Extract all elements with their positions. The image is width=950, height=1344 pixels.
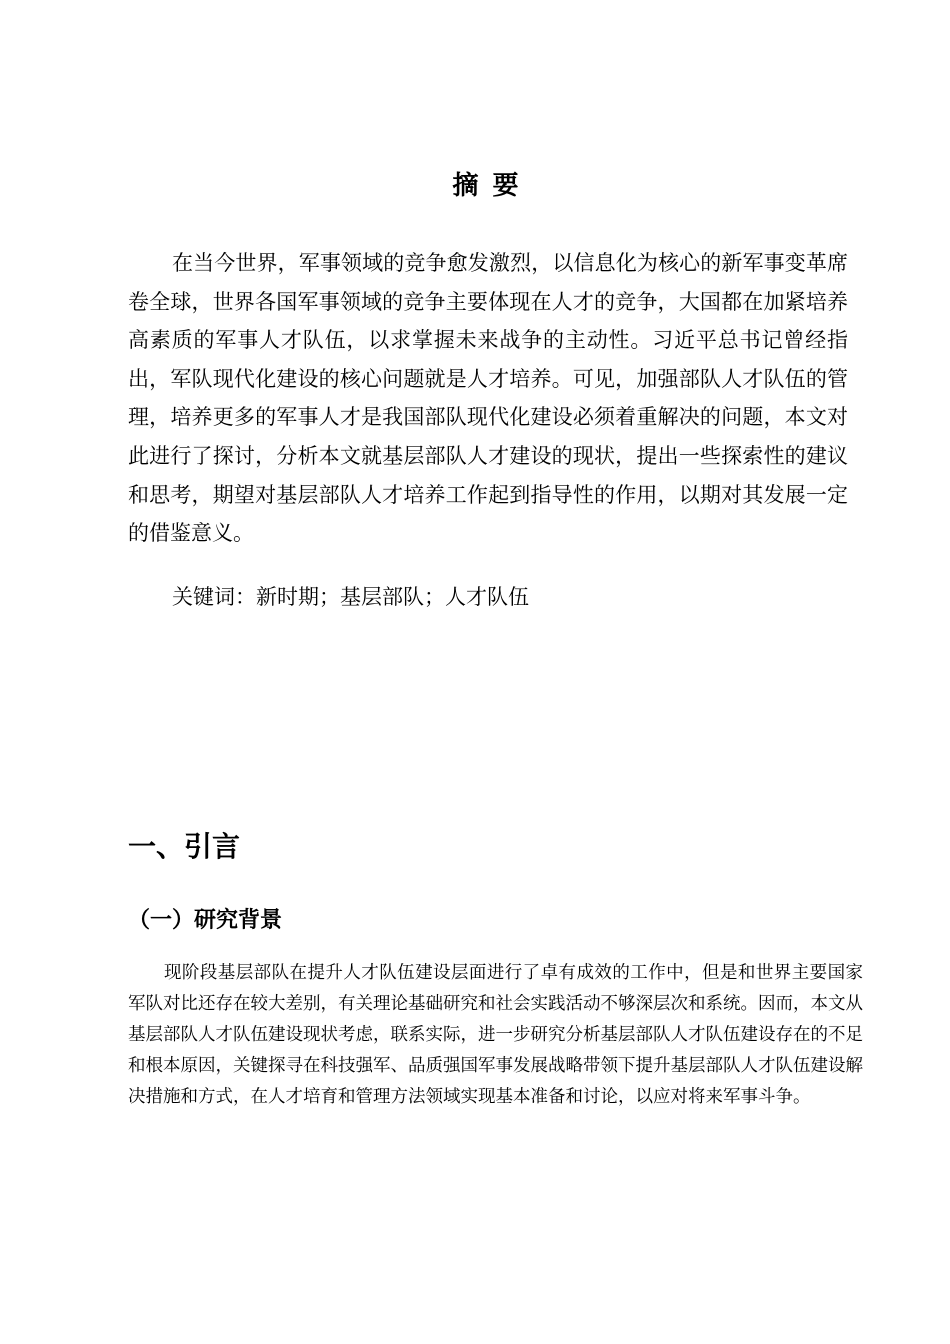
abstract-body: 在当今世界，军事领域的竞争愈发激烈，以信息化为核心的新军事变革席卷全球，世界各国军事领域的竞争主要体现在人才的竞争，大国都在加紧培养高素质的军事人才队伍，以求掌握未来战争的主动性。习近平总书记曾经指出，军队现代化建设的核心问题就是人才培养。可见，加强部队人才队伍的管理，培养更多的军事人才是我国部队现代化建设必须着重解决的问题，本文对此进行了探讨，分析本文就基层部队人才建设的现状，提出一些探索性的建议和思考，期望对基层部队人才培养工作起到指导性的作用，以期对其发展一定的借鉴意义。	[128, 251, 848, 546]
research-background-body: 现阶段基层部队在提升人才队伍建设层面进行了卓有成效的工作中，但是和世界主要国家军队对比还存在较大差别，有关理论基础研究和社会实践活动不够深层次和系统。因而，本文从基层部队人才队伍建设现状考虑，联系实际，进一步研究分析基层部队人才队伍建设存在的不足和根本原因，关键探寻在科技强军、品质强国军事发展战略带领下提升基层部队人才队伍建设解决措施和方式，在人才培育和管理方法领域实现基本准备和讨论，以应对将来军事斗争。	[128, 963, 863, 1107]
keywords-value: 新时期；基层部队；人才队伍	[256, 585, 529, 609]
section-heading-introduction: 一、引言	[128, 830, 241, 863]
subsection-heading-research-background: （一）研究背景	[128, 908, 283, 933]
keywords-label: 关键词：	[172, 585, 256, 609]
keywords-line	[172, 578, 529, 616]
abstract-title: 摘要	[452, 171, 533, 201]
